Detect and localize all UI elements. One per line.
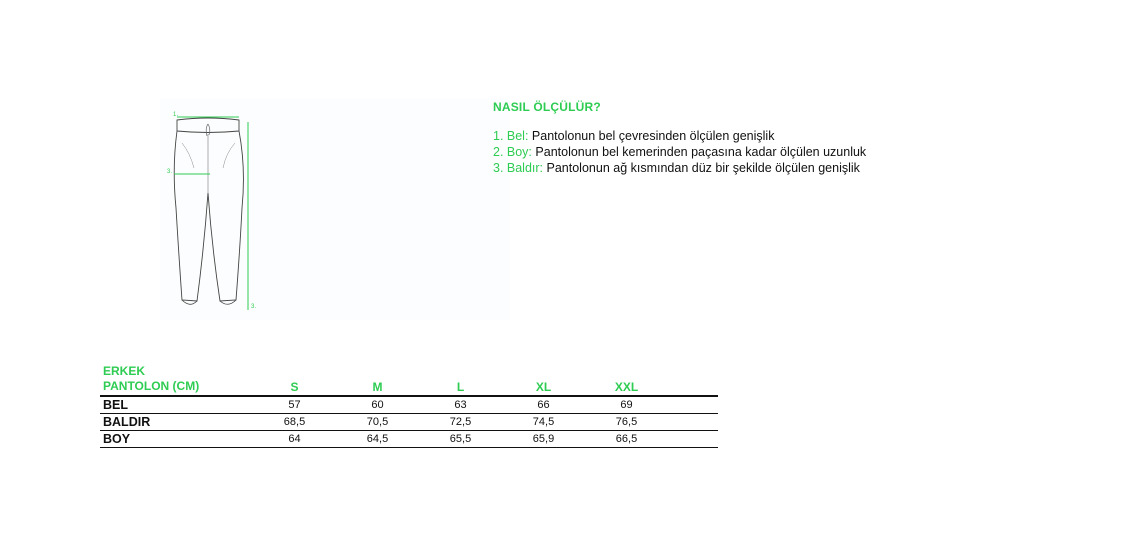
measure-key: 1. Bel: — [493, 129, 529, 143]
table-row — [100, 414, 718, 431]
table-cell: 68,5 — [253, 414, 336, 431]
row-label: BEL — [100, 396, 253, 414]
size-header: XXL — [585, 364, 668, 396]
table-spacer — [668, 396, 718, 414]
size-header: L — [419, 364, 502, 396]
measure-key: 3. Baldır: — [493, 161, 544, 175]
table-cell: 57 — [253, 396, 336, 414]
row-label: BOY — [100, 431, 253, 448]
size-table — [100, 364, 718, 448]
row-label: BALDIR — [100, 414, 253, 431]
pants-drawing — [160, 98, 510, 320]
measure-text: Pantolonun ağ kısmından düz bir şekilde ölçülen genişlik — [546, 161, 860, 175]
how-to-measure — [493, 100, 866, 176]
table-row — [100, 431, 718, 448]
table-cell: 66,5 — [585, 431, 668, 448]
table-spacer — [668, 431, 718, 448]
size-header: XL — [502, 364, 585, 396]
size-header: M — [336, 364, 419, 396]
table-cell: 70,5 — [336, 414, 419, 431]
table-cell: 65,9 — [502, 431, 585, 448]
table-cell: 76,5 — [585, 414, 668, 431]
table-cell: 64,5 — [336, 431, 419, 448]
measure-text: Pantolonun bel kemerinden paçasına kadar ölçülen uzunluk — [535, 145, 867, 159]
table-cell: 66 — [502, 396, 585, 414]
measure-item-waist — [493, 128, 866, 144]
table-cell: 69 — [585, 396, 668, 414]
table-cell: 64 — [253, 431, 336, 448]
table-spacer — [668, 364, 718, 396]
measure-item-length — [493, 144, 866, 160]
size-header: S — [253, 364, 336, 396]
table-cell: 60 — [336, 396, 419, 414]
table-title-line1: ERKEK — [103, 364, 146, 378]
measure-text: Pantolonun bel çevresinden ölçülen genişlik — [531, 129, 775, 143]
table-title — [100, 364, 253, 396]
pants-illustration — [160, 98, 510, 320]
table-cell: 74,5 — [502, 414, 585, 431]
table-cell: 63 — [419, 396, 502, 414]
table-header-row — [100, 364, 718, 396]
table-cell: 65,5 — [419, 431, 502, 448]
waist-marker-label: 1. — [173, 112, 179, 118]
calf-marker-label: 3. — [167, 169, 173, 175]
measure-key: 2. Boy: — [493, 145, 532, 159]
table-row — [100, 396, 718, 414]
how-to-measure-title: NASIL ÖLÇÜLÜR? — [493, 100, 601, 114]
length-marker-label: 3. — [251, 304, 257, 310]
measure-item-calf — [493, 160, 866, 176]
table-spacer — [668, 414, 718, 431]
table-title-line2: PANTOLON (CM) — [103, 379, 200, 393]
table-cell: 72,5 — [419, 414, 502, 431]
